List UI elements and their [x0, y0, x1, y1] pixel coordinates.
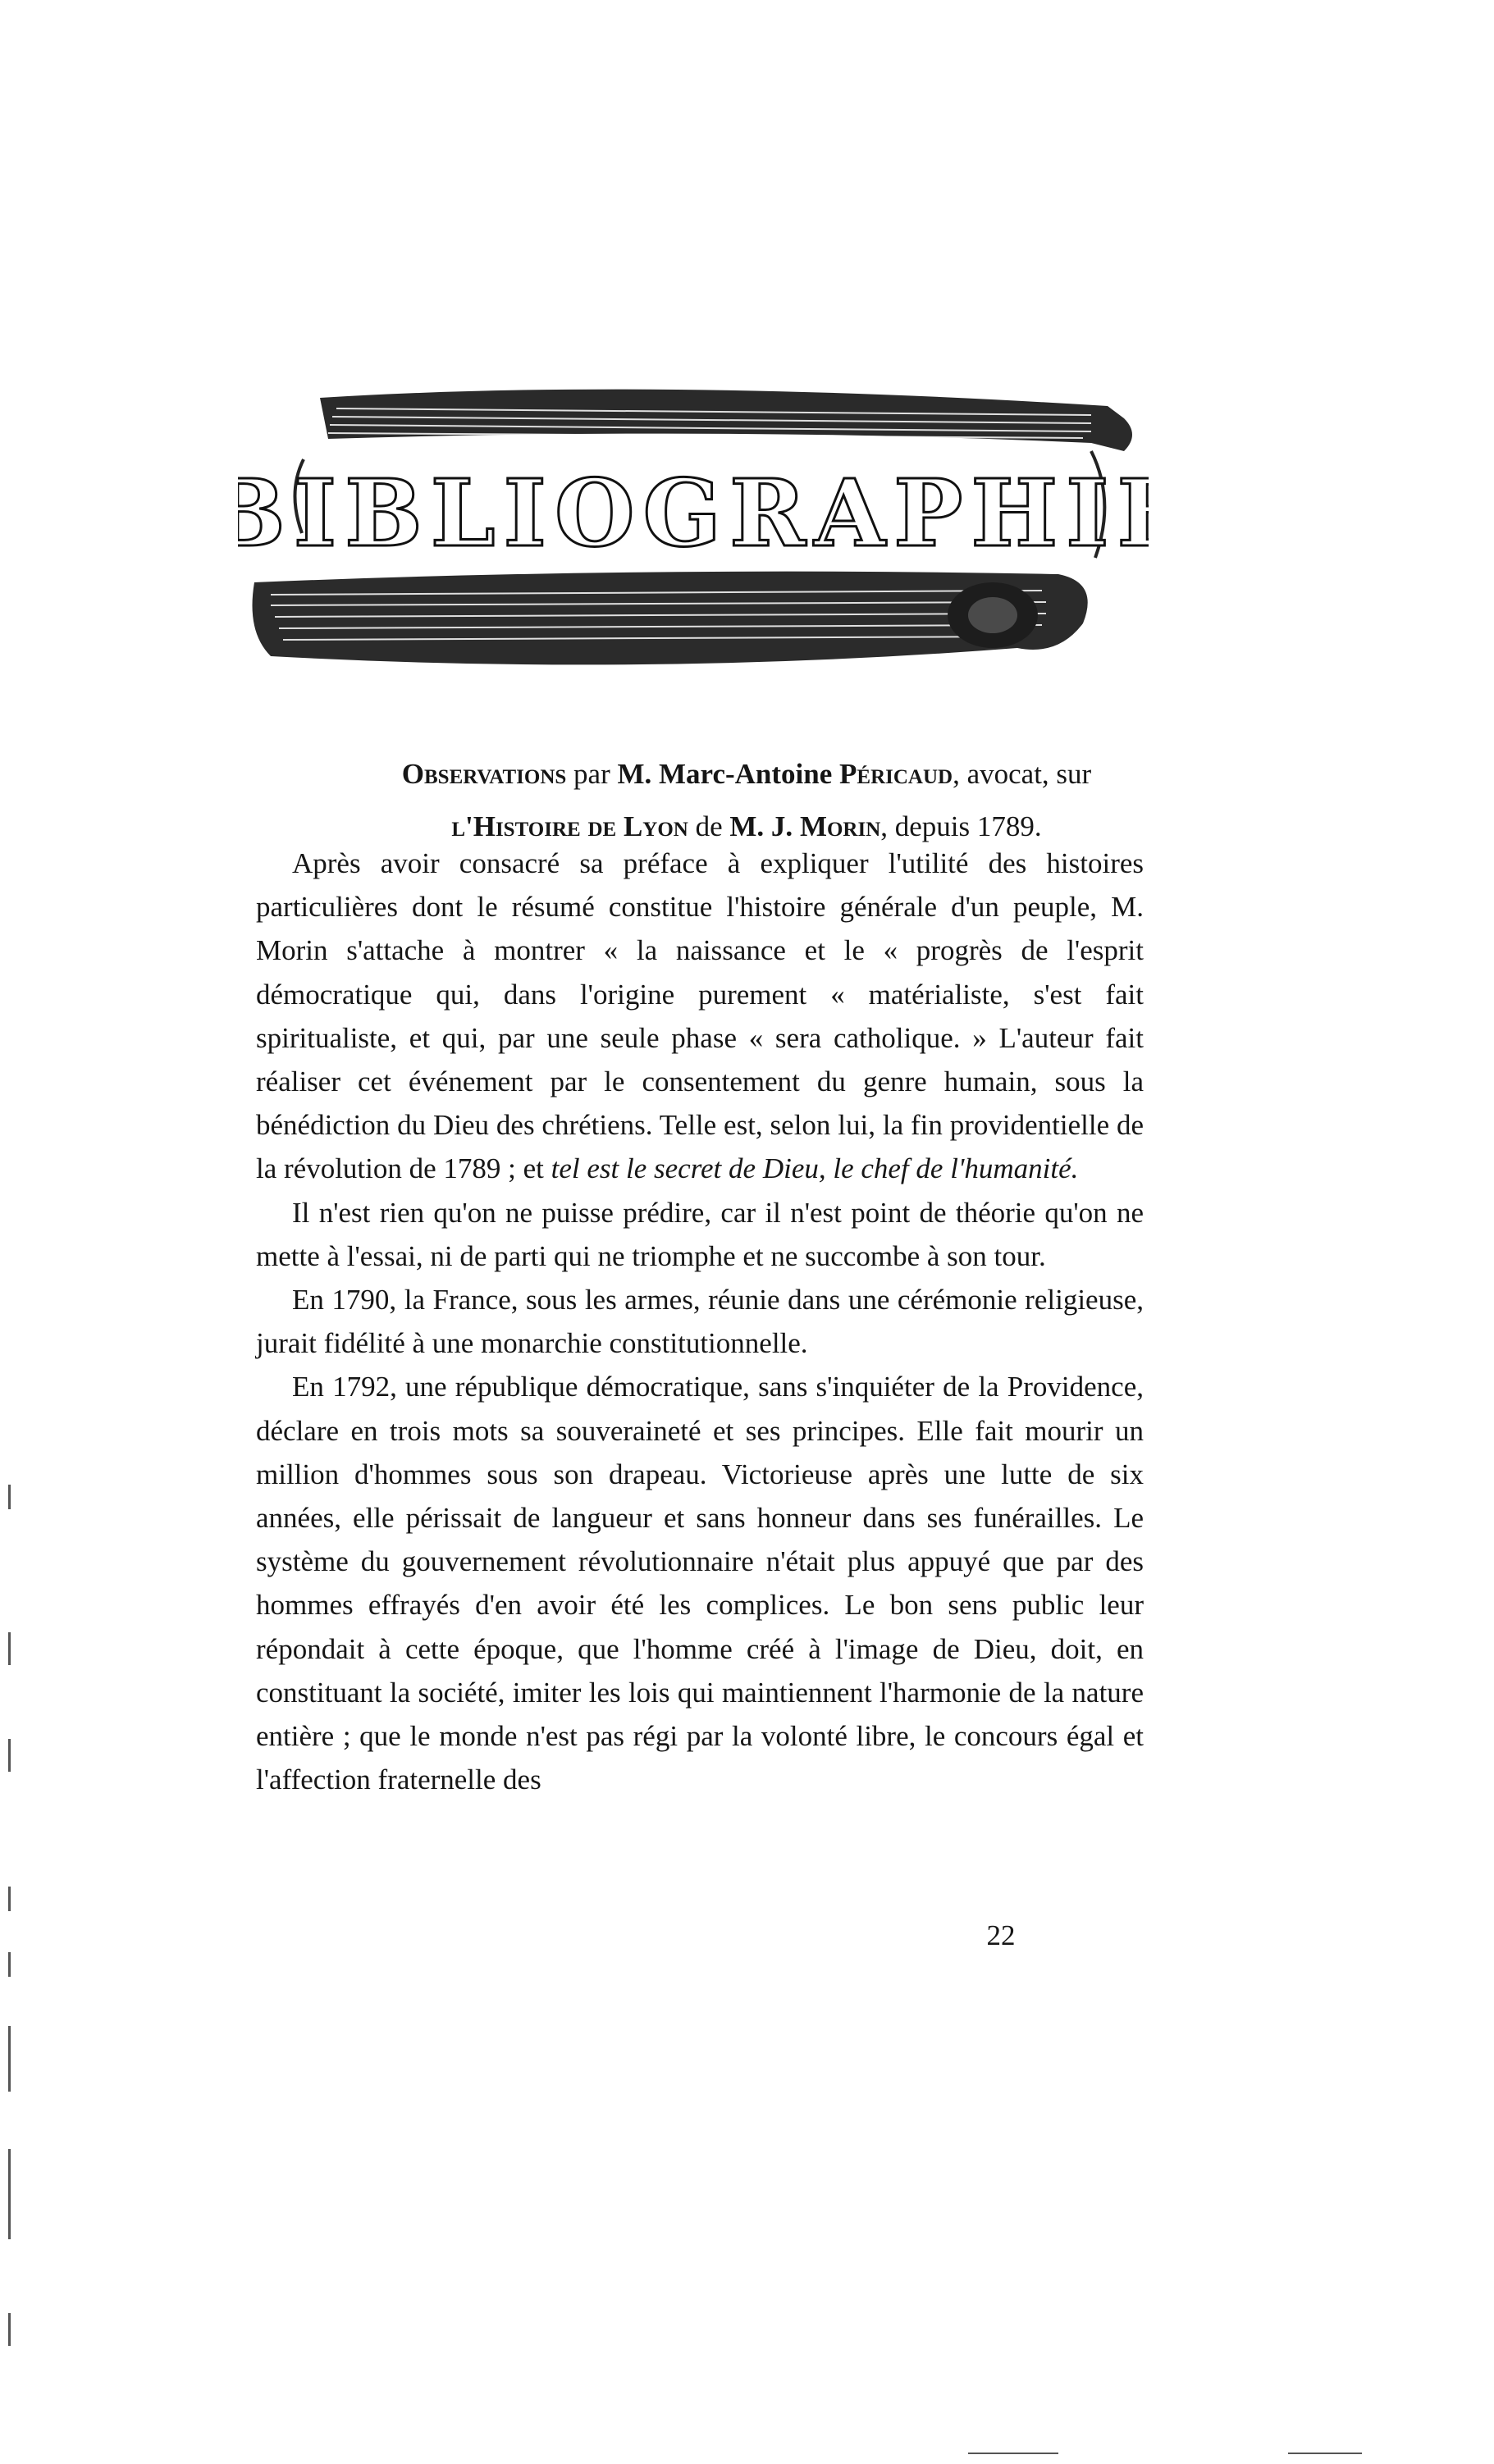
- scan-mark: [8, 2149, 11, 2239]
- paragraph-text: Il n'est rien qu'on ne puisse prédire, car il n'est point de théorie qu'on ne mette à l'essai, ni de parti qui ne triomphe et ne succombe à son tour.: [256, 1196, 1144, 1272]
- heading-line2-rest: , depuis 1789.: [880, 810, 1042, 842]
- scan-mark: [1288, 2453, 1362, 2454]
- heading-author-last: Péricaud: [839, 758, 953, 790]
- scan-mark: [8, 2313, 11, 2346]
- paragraph: [256, 1278, 1144, 1365]
- heading-line-1: [246, 748, 1247, 801]
- article-heading: [246, 748, 1247, 853]
- scroll-banner-graphic: [238, 361, 1149, 689]
- scan-mark: [8, 1887, 11, 1911]
- scan-mark: [8, 1632, 11, 1665]
- banner-title: BIBLIOGRAPHIE: [238, 460, 1149, 568]
- scan-mark: [8, 1739, 11, 1772]
- scan-mark: [8, 1952, 11, 1977]
- scan-mark: [968, 2453, 1058, 2454]
- scan-mark: [8, 1485, 11, 1509]
- page-number: 22: [986, 1919, 1016, 1951]
- heading-work-title: l'Histoire de Lyon: [451, 810, 688, 842]
- heading-par: par: [566, 758, 618, 790]
- paragraph: [256, 1191, 1144, 1278]
- title-banner: [238, 361, 1149, 689]
- body-text: [256, 842, 1144, 1801]
- paragraph-text: En 1792, une république démocratique, sans s'inquiéter de la Providence, déclare en trois mots sa souveraineté et ses principes. Elle fait mourir un million d'hommes sous son drapeau. Victorieuse après une lutte de six années, elle périssait de langueur et sans honneur dans ses funérailles. Le système du gouvernement révolutionnaire n'était plus appuyé que par des hommes effrayés d'en avoir été les complices. Le bon sens public leur répondait à cette époque, que l'homme créé à l'image de Dieu, doit, en constituant la société, imiter les lois qui maintiennent l'harmonie de la nature entière ; que le monde n'est pas régi par la volonté libre, le concours égal et l'affection fraternelle des: [256, 1371, 1144, 1796]
- paragraph: [256, 1365, 1144, 1801]
- paragraph-text: En 1790, la France, sous les armes, réunie dans une cérémonie religieuse, jurait fidélité à une monarchie constitutionnelle.: [256, 1284, 1144, 1360]
- scan-mark: [8, 2026, 11, 2092]
- heading-observations: Observations: [401, 758, 567, 790]
- heading-de: de: [688, 810, 730, 842]
- heading-line1-rest: , avocat, sur: [953, 758, 1092, 790]
- paragraph-text: Après avoir consacré sa préface à expliquer l'utilité des histoires particulières dont le résumé constitue l'histoire générale d'un peuple, M. Morin s'attache à montrer « la naissance et le « progrès de l'esprit démocratique qui, dans l'origine purement « matérialiste, s'est fait spiritualiste, et qui, par une seule phase « sera catholique. » L'auteur fait réaliser cet événement par le consentement du genre humain, sous la bénédiction du Dieu des chrétiens. Telle est, selon lui, la fin providentielle de la révolution de 1789 ; et: [256, 847, 1144, 1185]
- paragraph-italic: tel est le secret de Dieu, le chef de l'humanité.: [551, 1152, 1079, 1185]
- heading-author-first: M. Marc-Antoine: [617, 758, 840, 790]
- heading-author2-initials: M. J.: [729, 810, 800, 842]
- heading-author2-last: Morin: [799, 810, 881, 842]
- paragraph: [256, 842, 1144, 1191]
